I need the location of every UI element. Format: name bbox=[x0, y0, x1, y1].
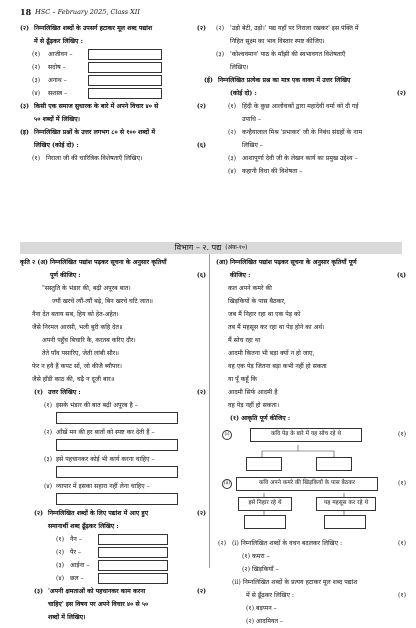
item-text: उपाधि – bbox=[242, 115, 261, 123]
item-number: (४) bbox=[44, 482, 53, 490]
answer-box[interactable] bbox=[88, 49, 162, 60]
left-top-section bbox=[20, 22, 206, 165]
item-text: आईना – bbox=[70, 561, 90, 569]
item-text: 'उड़ो बेटी, उड़ो।' पद्य यहाँ पर निराला रखकर' इस पंक्ति में bbox=[230, 24, 359, 32]
q-marks: (२) bbox=[196, 388, 206, 396]
item-number: (१) bbox=[228, 102, 237, 110]
q-number: (आ) bbox=[216, 258, 229, 266]
item-text: आँखें मन की हर बातों को स्पष्ट कर देती हैं – bbox=[56, 428, 155, 436]
q-text: निम्नलिखित प्रत्येक प्रश्न का मात्र एक वाक्य में उत्तर लिखिए bbox=[218, 76, 351, 84]
diagram-center-box: कवि अपने कमरे की खिड़कियों के पास बैठकर bbox=[236, 477, 378, 491]
poem-line: "सस्तुति के भंडार की, बढ़ी अपूरब बात। bbox=[42, 284, 131, 292]
item-number: (४) bbox=[228, 167, 237, 175]
poem-line: जैसे हाँडी काठ की, चढ़ै न दूजी बार॥ bbox=[32, 375, 115, 383]
diagram-number: (ii) bbox=[222, 479, 232, 489]
item-text: में से ढूँढ़कर लिखिए : bbox=[246, 591, 294, 599]
q-number: (३) bbox=[34, 587, 44, 595]
answer-box[interactable] bbox=[98, 560, 168, 571]
right-bottom-section bbox=[216, 256, 406, 628]
q-text: (i) निम्नलिखित शब्दों के वचन बदलकर लिखिए : bbox=[232, 539, 343, 547]
item-text: (२) खिड़कियाँ – bbox=[242, 565, 279, 573]
poem-line: जैसे निरमल आरसी, भली बुरी कहि देत॥ bbox=[32, 323, 123, 331]
q-text: निम्नलिखित पद्यांश पढ़कर सूचना के अनुसार कृतियाँ पूर्ण bbox=[230, 258, 357, 266]
item-text: निहित सूक्ष्म का भाव विस्तार स्पष्ट कीजिए। bbox=[230, 37, 325, 45]
item-text: हिंदी के कुछ आलोचकों द्वारा महादेवी वर्मा को दी गई bbox=[242, 102, 359, 110]
q-number: (१) bbox=[34, 388, 44, 396]
poem-line: तेते पाँव पसारिए, जेती लांबी सौर॥ bbox=[42, 349, 119, 357]
diagram-right-box: यह महसूस कर रहे थे bbox=[316, 497, 376, 511]
q-text: निम्नलिखित प्रश्नों के उत्तर लगभग ८० से १०० शब्दों में bbox=[34, 128, 156, 136]
answer-box[interactable] bbox=[98, 547, 168, 558]
poem-line: वह पेड़ नहीं हो सकता। bbox=[228, 401, 280, 409]
q-marks: (१) bbox=[397, 431, 406, 439]
q-number: (३) bbox=[20, 102, 30, 110]
item-number: (३) bbox=[228, 154, 237, 162]
item-number: (३) bbox=[216, 50, 225, 58]
answer-box[interactable] bbox=[246, 457, 282, 471]
item-text: नैन – bbox=[70, 535, 82, 543]
q-marks: (६) bbox=[396, 271, 406, 279]
answer-box[interactable] bbox=[56, 466, 178, 478]
q-marks: (६) bbox=[196, 271, 206, 279]
item-text: (१) बड़प्पन – bbox=[246, 604, 277, 612]
q-number: (इ) bbox=[20, 128, 29, 136]
item-number: (१) bbox=[32, 154, 41, 162]
poem-line: अपनी पहुँच बिचारि कै, करतब करिए दौर। bbox=[42, 336, 136, 344]
answer-box[interactable] bbox=[98, 534, 168, 545]
poem-line: ज्यौं खरचे त्यौं-त्यौं बढ़े, बिन खरचे घटि जात॥ bbox=[52, 297, 153, 305]
item-number: (४) bbox=[56, 574, 65, 582]
item-text: लिखिए – bbox=[242, 141, 263, 149]
diagram-center-box: कवि पेड़ के बारे में यह सोच रहे थे bbox=[250, 428, 362, 442]
item-text: कहानी विधा की विशेषता – bbox=[242, 167, 303, 175]
item-number: (३) bbox=[44, 455, 53, 463]
item-text: छल – bbox=[70, 574, 84, 582]
diagram-1-connectors bbox=[216, 445, 406, 475]
answer-box[interactable] bbox=[244, 515, 286, 529]
q-title: (१) आकृति पूर्ण कीजिए : bbox=[230, 414, 291, 422]
q-text: समानार्थी शब्द ढूँढ़कर लिखिए : bbox=[48, 522, 119, 530]
q-number: (२) bbox=[34, 509, 44, 517]
q-text: में से ढूँढ़कर लिखिए : bbox=[34, 37, 83, 45]
q-marks: (२) bbox=[196, 24, 206, 32]
page-number: 18 bbox=[20, 7, 32, 17]
item-text: आशापूर्णा देवी जी के लेखन कार्य का प्रमुख उद्देश्य – bbox=[242, 154, 358, 162]
poem-line: आदमी सिर्फ आदमी है bbox=[228, 388, 278, 396]
answer-box[interactable] bbox=[316, 457, 352, 471]
q-text: चाहिए' इस विषय पर अपने विचार ४० से ५० bbox=[48, 600, 149, 608]
section-title: विभाग – २. पद्य bbox=[174, 243, 222, 252]
q-text: शब्दों में लिखिए। bbox=[48, 613, 86, 621]
item-text: निराला जी की चारित्रिक विशेषताएँ लिखिए। bbox=[46, 154, 143, 162]
answer-box[interactable] bbox=[56, 439, 178, 451]
q-number: (२) bbox=[20, 24, 30, 32]
section-divider bbox=[20, 242, 402, 254]
item-number: (१) bbox=[44, 401, 53, 409]
item-number: (२) bbox=[44, 428, 53, 436]
left-bottom-section bbox=[20, 256, 206, 624]
item-number: (२) bbox=[32, 63, 41, 71]
item-text: (२) आदमियत – bbox=[246, 617, 284, 625]
q-text: किसी एक समाज सुधारक के बारे में अपने विचार ४० से bbox=[34, 102, 159, 110]
item-number: (१) bbox=[32, 50, 41, 58]
q-marks: (१) bbox=[397, 480, 406, 488]
q-text: 'अपनी क्षमताओं को पहचानकर काम करना bbox=[48, 587, 146, 595]
q-number: कृति २ (अ) bbox=[20, 258, 48, 266]
item-text: (ii) निम्नलिखित शब्दों के प्रत्यय हटाकर मूल शब्द पद्यांश bbox=[232, 578, 358, 586]
poem-line: मैं सोच रहा था bbox=[228, 336, 261, 344]
q-marks: (६) bbox=[196, 141, 206, 149]
answer-box[interactable] bbox=[98, 573, 168, 584]
poem-line: तब मैं महसूस कर रहा था पेड़ होने का अर्थ। bbox=[228, 323, 325, 331]
q-marks: (२) bbox=[196, 509, 206, 517]
item-text: लिखिए। bbox=[230, 63, 249, 71]
answer-box[interactable] bbox=[88, 88, 162, 99]
poem-line: कल अपने कमरे की bbox=[228, 284, 272, 292]
item-number: (२) bbox=[216, 24, 225, 32]
item-text: सदोष – bbox=[48, 63, 66, 71]
q-marks: (२) bbox=[196, 587, 206, 595]
q-marks: (२) bbox=[196, 102, 206, 110]
item-text: इसे पहचानकर कोई भी कार्य करना चाहिए – bbox=[56, 455, 155, 463]
column-separator bbox=[209, 254, 210, 568]
item-number: (४) bbox=[32, 89, 41, 97]
item-text: सशस्त्र – bbox=[48, 89, 68, 97]
item-text: पैर – bbox=[70, 548, 82, 556]
diagram-2-outputs bbox=[216, 493, 406, 537]
header-title: HSC – February 2025, Class XII bbox=[35, 7, 140, 16]
q-text: निम्नलिखित शब्दों के उपसर्ग हटाकर मूल शब्द पद्यांश bbox=[34, 24, 153, 32]
diagram-1-outputs bbox=[216, 445, 406, 475]
q-marks: (१) bbox=[397, 591, 406, 599]
q-text: निम्नलिखित शब्दों के लिए पद्यांश में आए हुए bbox=[48, 509, 149, 517]
poem-line: खिड़कियों के पास बैठकर, bbox=[228, 297, 286, 305]
answer-box[interactable] bbox=[324, 515, 366, 529]
q-text: पूर्ण कीजिए : bbox=[50, 271, 81, 279]
item-text: (१) कमरा – bbox=[242, 552, 270, 560]
q-marks: (२) bbox=[396, 89, 406, 97]
diagram-left-box: इसे निहार रहे थे bbox=[238, 497, 292, 511]
q-text: कीजिए : bbox=[230, 271, 251, 279]
poem-line: फेर न हवै हैं कपट सों, जो कीजै ब्यौपार। bbox=[32, 362, 123, 370]
diagram-2 bbox=[216, 475, 406, 493]
item-number: (२) bbox=[56, 548, 65, 556]
poem-line: आदमी कितना भी बड़ा क्यों न हो जाए, bbox=[228, 349, 315, 357]
page-header bbox=[20, 4, 416, 20]
q-number: (२) bbox=[218, 539, 227, 547]
item-number: (२) bbox=[228, 128, 237, 136]
item-number: (३) bbox=[56, 561, 65, 569]
q-text: निम्नलिखित पद्यांश पढ़कर सूचना के अनुसार कृतियाँ bbox=[50, 258, 167, 266]
answer-box[interactable] bbox=[56, 412, 178, 424]
poem-line: नैना देत बताय सब, हिय को हेत-अहेत। bbox=[32, 310, 119, 318]
diagram-1 bbox=[216, 425, 406, 445]
poem-line: या पूँ कहूँ कि bbox=[228, 375, 257, 383]
q-marks: (१) bbox=[397, 539, 406, 547]
q-text: (कोई दो) : bbox=[230, 89, 257, 97]
poem-line: जब मैं निहार रहा था एक पेड़ को bbox=[228, 310, 301, 318]
poem-line: वह एक पेड़ जितना बड़ा कभी नहीं हो सकता bbox=[228, 362, 327, 370]
q-text: ५० शब्दों में लिखिए। bbox=[34, 115, 80, 123]
diagram-number: (i) bbox=[222, 430, 232, 440]
item-text: कन्हैयालाल मिश्र 'प्रभाकर' जी के निबंध संग्रहों के नाम bbox=[242, 128, 363, 136]
item-text: 'कोश्चवमान' पाठ के माँझी की स्वभावगत विशेषताएँ bbox=[230, 50, 346, 58]
answer-box[interactable] bbox=[88, 62, 162, 73]
item-text: अनाथ – bbox=[48, 76, 67, 84]
section-marks: (अंक-१०) bbox=[225, 244, 248, 252]
q-number: (ई) bbox=[204, 76, 213, 84]
item-text: इसके भंडार की बात बढ़ी अपूरब है – bbox=[56, 401, 138, 409]
q-text: उत्तर लिखिए : bbox=[48, 388, 81, 396]
right-top-section bbox=[204, 22, 406, 178]
item-text: आजीवन – bbox=[48, 50, 73, 58]
q-text: लिखिए (कोई दो) : bbox=[34, 141, 79, 149]
answer-box[interactable] bbox=[56, 493, 178, 505]
item-number: (३) bbox=[32, 76, 41, 84]
answer-box[interactable] bbox=[88, 75, 162, 86]
item-number: (१) bbox=[56, 535, 65, 543]
item-text: व्यापार में इसका सहारा नहीं लेना चाहिए – bbox=[56, 482, 150, 490]
